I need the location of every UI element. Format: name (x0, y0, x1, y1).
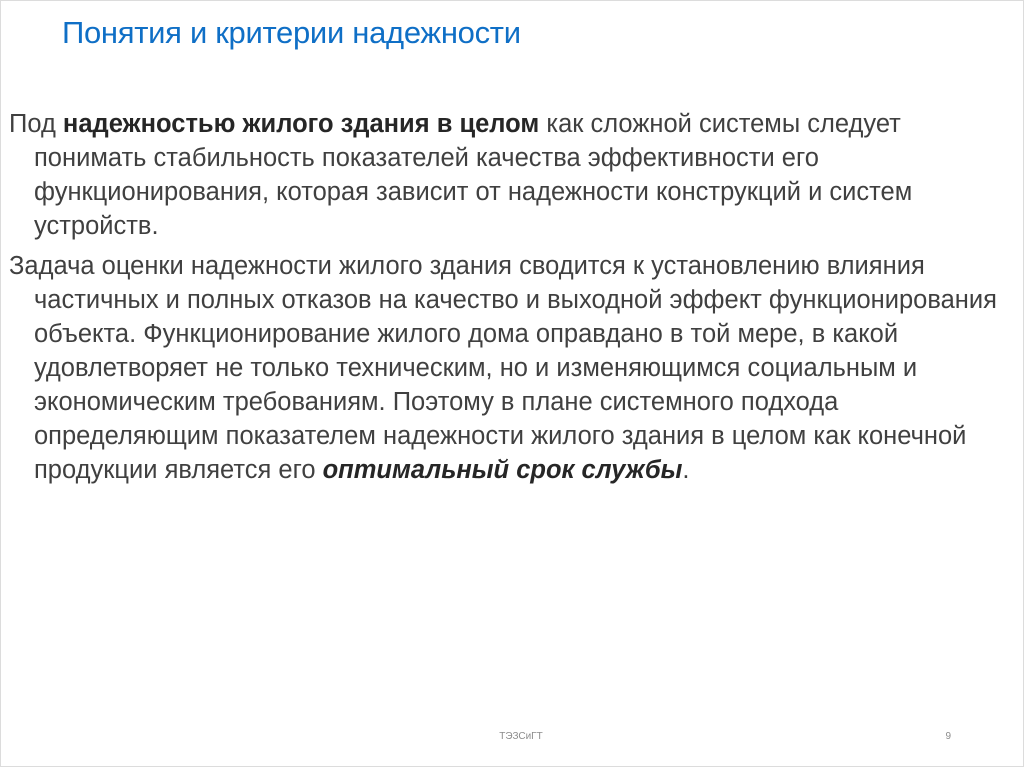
paragraph1-emphasis: надежностью жилого здания в целом (62, 110, 540, 138)
slide-title: Понятия и критерии надежности (62, 15, 521, 50)
paragraph2-emphasis: оптимальный срок службы (322, 456, 683, 484)
paragraph2-text: Задача оценки надежности жилого здания сводится к установлению влияния частичных и полных отказов на качество и выходной эффект функционирования объекта. Функционирование жилого дома оправдано в той мере, в какой удовлетворяет не только техническим, но и изменяющимся социальным и экономическим требованиям. Поэтому в плане системного подхода определяющим показателем надежности жилого здания в целом как конечной продукции является его (9, 252, 997, 484)
paragraph1-lead: Под (9, 110, 63, 138)
page-number: 9 (945, 731, 951, 742)
paragraph1-rest: как сложной системы следует понимать стабильность показателей качества эффективности его функционирования, которая зависит от надежности конструкций и систем устройств. (34, 110, 913, 240)
paragraph-reliability-task (9, 249, 1014, 487)
slide-footer: ТЭЗСиГТ (499, 731, 543, 742)
paragraph2-end: . (682, 456, 690, 484)
slide-body (9, 107, 1014, 487)
paragraph-reliability-definition (9, 107, 1014, 243)
